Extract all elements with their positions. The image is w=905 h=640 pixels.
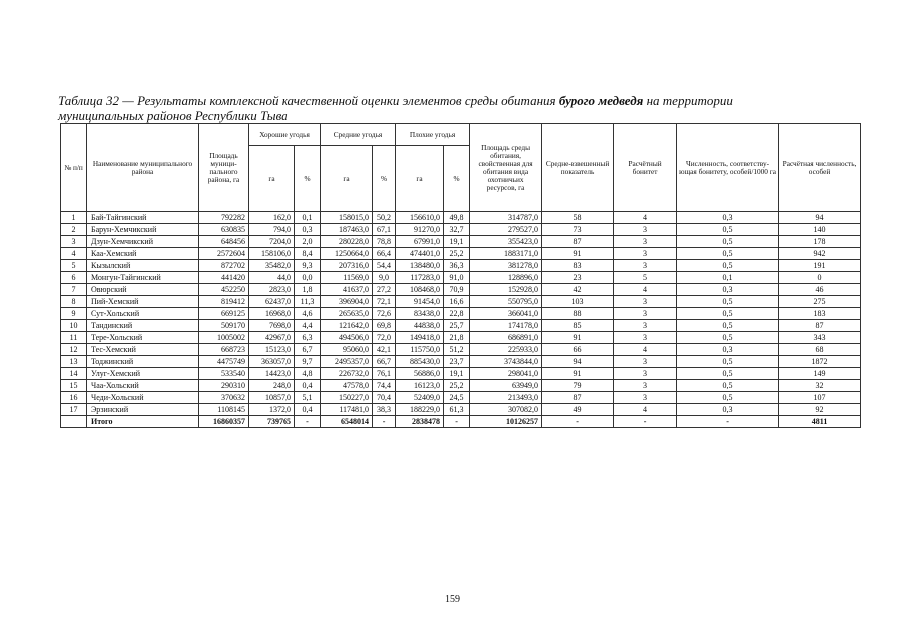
num-cell: 12: [61, 344, 87, 356]
medium-ha-cell: 494506,0: [321, 332, 373, 344]
weighted-cell: -: [542, 416, 614, 428]
medium-pct-cell: 66,4: [373, 248, 396, 260]
area-cell: 630835: [199, 224, 249, 236]
good-pct-cell: 8,4: [295, 248, 321, 260]
table-row: [61, 356, 861, 368]
area-cell: 1005002: [199, 332, 249, 344]
medium-ha-cell: 47578,0: [321, 380, 373, 392]
habitat-assessment-table: [60, 123, 861, 428]
header-good-pct: %: [295, 146, 321, 212]
population-cell: 343: [779, 332, 861, 344]
num-cell: 16: [61, 392, 87, 404]
good-pct-cell: 4,6: [295, 308, 321, 320]
bonitet-cell: 4: [614, 404, 677, 416]
table-row: [61, 344, 861, 356]
table-row: [61, 380, 861, 392]
poor-ha-cell: 885430,0: [396, 356, 444, 368]
population-cell: 46: [779, 284, 861, 296]
caption-prefix: Таблица 32 — Результаты комплексной качественной оценки элементов среды обитания: [58, 93, 559, 108]
table-row: [61, 248, 861, 260]
weighted-cell: 103: [542, 296, 614, 308]
bonitet-cell: 3: [614, 236, 677, 248]
header-good-ha: га: [249, 146, 295, 212]
population-cell: 68: [779, 344, 861, 356]
weighted-cell: 79: [542, 380, 614, 392]
poor-ha-cell: 44838,0: [396, 320, 444, 332]
good-ha-cell: 7204,0: [249, 236, 295, 248]
good-pct-cell: 0,0: [295, 272, 321, 284]
poor-pct-cell: 49,8: [444, 212, 470, 224]
name-cell: Улуг-Хемский: [87, 368, 199, 380]
name-cell: Пий-Хемский: [87, 296, 199, 308]
population-cell: 32: [779, 380, 861, 392]
good-ha-cell: 158106,0: [249, 248, 295, 260]
density-cell: 0,5: [677, 332, 779, 344]
name-cell: Кызылский: [87, 260, 199, 272]
good-ha-cell: 7698,0: [249, 320, 295, 332]
table-row: [61, 308, 861, 320]
habitat-cell: 307082,0: [470, 404, 542, 416]
good-ha-cell: 44,0: [249, 272, 295, 284]
weighted-cell: 85: [542, 320, 614, 332]
area-cell: 509170: [199, 320, 249, 332]
poor-pct-cell: 91,0: [444, 272, 470, 284]
header-poor: Плохие угодья: [396, 124, 470, 146]
good-ha-cell: 42967,0: [249, 332, 295, 344]
population-cell: 1872: [779, 356, 861, 368]
medium-pct-cell: 74,4: [373, 380, 396, 392]
table-row: [61, 296, 861, 308]
weighted-cell: 87: [542, 392, 614, 404]
medium-ha-cell: 396904,0: [321, 296, 373, 308]
medium-ha-cell: 207316,0: [321, 260, 373, 272]
poor-pct-cell: 16,6: [444, 296, 470, 308]
area-cell: 290310: [199, 380, 249, 392]
name-cell: Бай-Тайгинский: [87, 212, 199, 224]
area-cell: 648456: [199, 236, 249, 248]
medium-pct-cell: -: [373, 416, 396, 428]
habitat-cell: 63949,0: [470, 380, 542, 392]
poor-pct-cell: 21,8: [444, 332, 470, 344]
bonitet-cell: 3: [614, 320, 677, 332]
population-cell: 178: [779, 236, 861, 248]
poor-ha-cell: 91270,0: [396, 224, 444, 236]
density-cell: 0,5: [677, 224, 779, 236]
header-habitat-area: Площадь среды обитания, свойственная для обитания вида охотничьих ресурсов, га: [470, 124, 542, 212]
table-caption: [58, 93, 858, 123]
habitat-cell: 366041,0: [470, 308, 542, 320]
name-cell: Чеди-Хольский: [87, 392, 199, 404]
header-poor-ha: га: [396, 146, 444, 212]
num-cell: 3: [61, 236, 87, 248]
poor-pct-cell: 51,2: [444, 344, 470, 356]
caption-species: бурого медведя: [558, 93, 644, 108]
medium-ha-cell: 6548014: [321, 416, 373, 428]
medium-ha-cell: 121642,0: [321, 320, 373, 332]
population-cell: 183: [779, 308, 861, 320]
page-number: 159: [445, 594, 460, 605]
good-ha-cell: 363057,0: [249, 356, 295, 368]
area-cell: 441420: [199, 272, 249, 284]
weighted-cell: 87: [542, 236, 614, 248]
habitat-cell: 298041,0: [470, 368, 542, 380]
poor-pct-cell: 25,7: [444, 320, 470, 332]
density-cell: 0,5: [677, 308, 779, 320]
num-cell: 7: [61, 284, 87, 296]
medium-pct-cell: 78,8: [373, 236, 396, 248]
area-cell: 819412: [199, 296, 249, 308]
bonitet-cell: 5: [614, 272, 677, 284]
name-cell: Монгун-Тайгинский: [87, 272, 199, 284]
area-cell: 2572604: [199, 248, 249, 260]
name-cell: Каа-Хемский: [87, 248, 199, 260]
name-cell: Чаа-Хольский: [87, 380, 199, 392]
bonitet-cell: 3: [614, 392, 677, 404]
area-cell: 533540: [199, 368, 249, 380]
habitat-cell: 213493,0: [470, 392, 542, 404]
bonitet-cell: 3: [614, 224, 677, 236]
density-cell: 0,3: [677, 344, 779, 356]
density-cell: 0,3: [677, 284, 779, 296]
medium-pct-cell: 42,1: [373, 344, 396, 356]
good-ha-cell: 14423,0: [249, 368, 295, 380]
population-cell: 942: [779, 248, 861, 260]
weighted-cell: 58: [542, 212, 614, 224]
habitat-cell: 279527,0: [470, 224, 542, 236]
medium-pct-cell: 38,3: [373, 404, 396, 416]
poor-ha-cell: 67991,0: [396, 236, 444, 248]
density-cell: -: [677, 416, 779, 428]
header-population: Расчётная численность, особей: [779, 124, 861, 212]
good-ha-cell: 248,0: [249, 380, 295, 392]
name-cell: Тере-Хольский: [87, 332, 199, 344]
medium-pct-cell: 69,8: [373, 320, 396, 332]
population-cell: 149: [779, 368, 861, 380]
good-pct-cell: 9,3: [295, 260, 321, 272]
habitat-cell: 152928,0: [470, 284, 542, 296]
density-cell: 0,5: [677, 368, 779, 380]
good-pct-cell: 6,7: [295, 344, 321, 356]
name-cell: Итого: [87, 416, 199, 428]
density-cell: 0,5: [677, 260, 779, 272]
name-cell: Овюрский: [87, 284, 199, 296]
name-cell: Тоджинский: [87, 356, 199, 368]
poor-ha-cell: 83438,0: [396, 308, 444, 320]
population-cell: 140: [779, 224, 861, 236]
good-ha-cell: 1372,0: [249, 404, 295, 416]
area-cell: 4475749: [199, 356, 249, 368]
table-row: [61, 320, 861, 332]
table-row: [61, 284, 861, 296]
population-cell: 94: [779, 212, 861, 224]
good-pct-cell: 11,3: [295, 296, 321, 308]
table-row: [61, 272, 861, 284]
good-ha-cell: 739765: [249, 416, 295, 428]
good-pct-cell: 9,7: [295, 356, 321, 368]
medium-pct-cell: 76,1: [373, 368, 396, 380]
header-num: № п/п: [61, 124, 87, 212]
name-cell: Тандинский: [87, 320, 199, 332]
medium-pct-cell: 67,1: [373, 224, 396, 236]
weighted-cell: 94: [542, 356, 614, 368]
num-cell: 14: [61, 368, 87, 380]
good-pct-cell: 0,4: [295, 404, 321, 416]
medium-pct-cell: 50,2: [373, 212, 396, 224]
medium-ha-cell: 2495357,0: [321, 356, 373, 368]
header-medium: Средние угодья: [321, 124, 396, 146]
good-pct-cell: 4,4: [295, 320, 321, 332]
poor-pct-cell: 24,5: [444, 392, 470, 404]
density-cell: 0,5: [677, 392, 779, 404]
header-weighted: Средне-взвешенный показатель: [542, 124, 614, 212]
bonitet-cell: 3: [614, 380, 677, 392]
poor-ha-cell: 108468,0: [396, 284, 444, 296]
name-cell: Барун-Хемчикский: [87, 224, 199, 236]
good-pct-cell: 2,0: [295, 236, 321, 248]
table-row: [61, 368, 861, 380]
population-cell: 191: [779, 260, 861, 272]
num-cell: 8: [61, 296, 87, 308]
area-cell: 1108145: [199, 404, 249, 416]
poor-pct-cell: -: [444, 416, 470, 428]
poor-ha-cell: 474401,0: [396, 248, 444, 260]
medium-ha-cell: 41637,0: [321, 284, 373, 296]
num-cell: 6: [61, 272, 87, 284]
poor-ha-cell: 52409,0: [396, 392, 444, 404]
habitat-cell: 128896,0: [470, 272, 542, 284]
table-row: [61, 392, 861, 404]
header-name: Наименование муниципального района: [87, 124, 199, 212]
medium-ha-cell: 95060,0: [321, 344, 373, 356]
habitat-cell: 10126257: [470, 416, 542, 428]
header-good: Хорошие угодья: [249, 124, 321, 146]
area-cell: 872702: [199, 260, 249, 272]
num-cell: 15: [61, 380, 87, 392]
good-pct-cell: 4,8: [295, 368, 321, 380]
table-row: [61, 260, 861, 272]
good-ha-cell: 35482,0: [249, 260, 295, 272]
density-cell: 0,5: [677, 248, 779, 260]
num-cell: 5: [61, 260, 87, 272]
table-row: [61, 332, 861, 344]
poor-ha-cell: 2838478: [396, 416, 444, 428]
area-cell: 370632: [199, 392, 249, 404]
weighted-cell: 91: [542, 332, 614, 344]
num-cell: 13: [61, 356, 87, 368]
weighted-cell: 49: [542, 404, 614, 416]
good-ha-cell: 10857,0: [249, 392, 295, 404]
density-cell: 0,5: [677, 296, 779, 308]
medium-ha-cell: 117481,0: [321, 404, 373, 416]
bonitet-cell: 3: [614, 332, 677, 344]
medium-pct-cell: 66,7: [373, 356, 396, 368]
density-cell: 0,5: [677, 320, 779, 332]
medium-ha-cell: 11569,0: [321, 272, 373, 284]
num-cell: 1: [61, 212, 87, 224]
habitat-cell: 1883171,0: [470, 248, 542, 260]
medium-pct-cell: 70,4: [373, 392, 396, 404]
area-cell: 792282: [199, 212, 249, 224]
bonitet-cell: 3: [614, 308, 677, 320]
total-row: [61, 416, 861, 428]
weighted-cell: 88: [542, 308, 614, 320]
poor-pct-cell: 61,3: [444, 404, 470, 416]
name-cell: Сут-Хольский: [87, 308, 199, 320]
density-cell: 0,1: [677, 272, 779, 284]
medium-pct-cell: 72,0: [373, 332, 396, 344]
medium-ha-cell: 150227,0: [321, 392, 373, 404]
header-area: Площадь муници-пального района, га: [199, 124, 249, 212]
bonitet-cell: 3: [614, 368, 677, 380]
poor-ha-cell: 16123,0: [396, 380, 444, 392]
bonitet-cell: -: [614, 416, 677, 428]
poor-pct-cell: 23,7: [444, 356, 470, 368]
poor-pct-cell: 25,2: [444, 380, 470, 392]
habitat-cell: 314787,0: [470, 212, 542, 224]
habitat-cell: 174178,0: [470, 320, 542, 332]
poor-pct-cell: 19,1: [444, 236, 470, 248]
bonitet-cell: 3: [614, 248, 677, 260]
table-row: [61, 404, 861, 416]
population-cell: 4811: [779, 416, 861, 428]
good-pct-cell: 0,3: [295, 224, 321, 236]
header-medium-ha: га: [321, 146, 373, 212]
medium-pct-cell: 72,6: [373, 308, 396, 320]
num-cell: 11: [61, 332, 87, 344]
name-cell: Эрзинский: [87, 404, 199, 416]
poor-ha-cell: 149418,0: [396, 332, 444, 344]
weighted-cell: 91: [542, 368, 614, 380]
bonitet-cell: 4: [614, 212, 677, 224]
header-bonitet: Расчётный бонитет: [614, 124, 677, 212]
name-cell: Тес-Хемский: [87, 344, 199, 356]
poor-pct-cell: 19,1: [444, 368, 470, 380]
table-row: [61, 224, 861, 236]
population-cell: 0: [779, 272, 861, 284]
bonitet-cell: 3: [614, 356, 677, 368]
poor-ha-cell: 91454,0: [396, 296, 444, 308]
habitat-cell: 225933,0: [470, 344, 542, 356]
density-cell: 0,5: [677, 236, 779, 248]
num-cell: 4: [61, 248, 87, 260]
population-cell: 107: [779, 392, 861, 404]
good-pct-cell: 5,1: [295, 392, 321, 404]
good-ha-cell: 16968,0: [249, 308, 295, 320]
medium-ha-cell: 187463,0: [321, 224, 373, 236]
population-cell: 87: [779, 320, 861, 332]
header-medium-pct: %: [373, 146, 396, 212]
good-ha-cell: 62437,0: [249, 296, 295, 308]
header-density: Численность, соответству-ющая бонитету, особей/1000 га: [677, 124, 779, 212]
medium-pct-cell: 72,1: [373, 296, 396, 308]
table-row: [61, 212, 861, 224]
medium-ha-cell: 226732,0: [321, 368, 373, 380]
medium-pct-cell: 9,0: [373, 272, 396, 284]
habitat-cell: 355423,0: [470, 236, 542, 248]
poor-ha-cell: 156610,0: [396, 212, 444, 224]
poor-ha-cell: 188229,0: [396, 404, 444, 416]
good-pct-cell: -: [295, 416, 321, 428]
num-cell: 2: [61, 224, 87, 236]
good-ha-cell: 794,0: [249, 224, 295, 236]
population-cell: 275: [779, 296, 861, 308]
good-pct-cell: 1,8: [295, 284, 321, 296]
density-cell: 0,3: [677, 404, 779, 416]
habitat-cell: 550795,0: [470, 296, 542, 308]
poor-pct-cell: 36,3: [444, 260, 470, 272]
good-ha-cell: 2823,0: [249, 284, 295, 296]
table-row: [61, 236, 861, 248]
num-cell: 9: [61, 308, 87, 320]
habitat-cell: 3743844,0: [470, 356, 542, 368]
caption-line2: муниципальных районов Республики Тыва: [58, 108, 288, 123]
medium-pct-cell: 54,4: [373, 260, 396, 272]
poor-ha-cell: 115750,0: [396, 344, 444, 356]
habitat-cell: 686891,0: [470, 332, 542, 344]
area-cell: 452250: [199, 284, 249, 296]
area-cell: 16860357: [199, 416, 249, 428]
poor-pct-cell: 70,9: [444, 284, 470, 296]
poor-ha-cell: 56886,0: [396, 368, 444, 380]
good-pct-cell: 0,1: [295, 212, 321, 224]
bonitet-cell: 4: [614, 344, 677, 356]
bonitet-cell: 3: [614, 260, 677, 272]
good-pct-cell: 0,4: [295, 380, 321, 392]
bonitet-cell: 4: [614, 284, 677, 296]
population-cell: 92: [779, 404, 861, 416]
good-ha-cell: 162,0: [249, 212, 295, 224]
name-cell: Дзун-Хемчикский: [87, 236, 199, 248]
area-cell: 668723: [199, 344, 249, 356]
good-ha-cell: 15123,0: [249, 344, 295, 356]
weighted-cell: 42: [542, 284, 614, 296]
density-cell: 0,5: [677, 356, 779, 368]
poor-ha-cell: 117283,0: [396, 272, 444, 284]
header-poor-pct: %: [444, 146, 470, 212]
table-body: [61, 212, 861, 428]
medium-ha-cell: 280228,0: [321, 236, 373, 248]
poor-pct-cell: 25,2: [444, 248, 470, 260]
caption-suffix: на территории: [643, 93, 733, 108]
weighted-cell: 23: [542, 272, 614, 284]
poor-ha-cell: 138480,0: [396, 260, 444, 272]
weighted-cell: 91: [542, 248, 614, 260]
medium-ha-cell: 265635,0: [321, 308, 373, 320]
density-cell: 0,5: [677, 380, 779, 392]
poor-pct-cell: 22,8: [444, 308, 470, 320]
density-cell: 0,3: [677, 212, 779, 224]
num-cell: 17: [61, 404, 87, 416]
weighted-cell: 66: [542, 344, 614, 356]
bonitet-cell: 3: [614, 296, 677, 308]
medium-ha-cell: 158015,0: [321, 212, 373, 224]
weighted-cell: 73: [542, 224, 614, 236]
num-cell: [61, 416, 87, 428]
medium-pct-cell: 27,2: [373, 284, 396, 296]
habitat-cell: 381278,0: [470, 260, 542, 272]
medium-ha-cell: 1250664,0: [321, 248, 373, 260]
num-cell: 10: [61, 320, 87, 332]
poor-pct-cell: 32,7: [444, 224, 470, 236]
weighted-cell: 83: [542, 260, 614, 272]
area-cell: 669125: [199, 308, 249, 320]
good-pct-cell: 6,3: [295, 332, 321, 344]
